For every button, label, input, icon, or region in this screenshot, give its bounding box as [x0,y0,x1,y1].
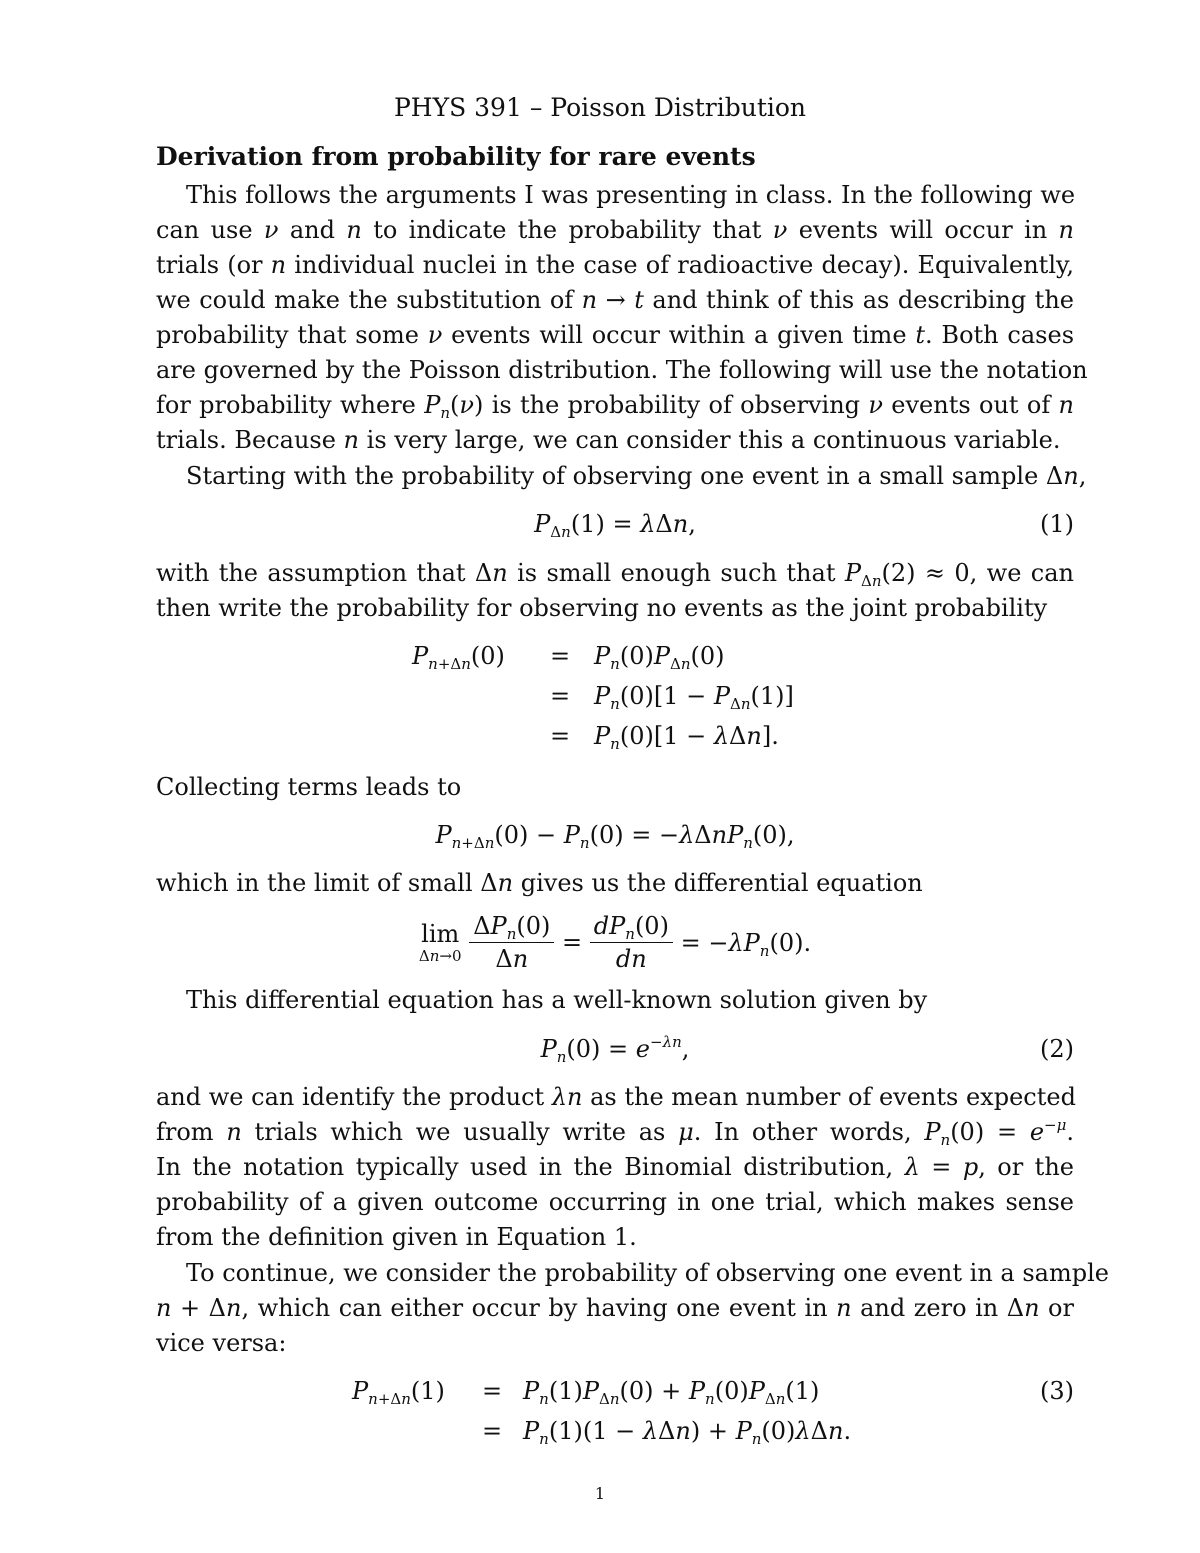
p7-line-5: from the definition given in Equation 1. [156,1223,637,1251]
eq3-eq-2: = [482,1417,503,1445]
p2-line-1: Starting with the probability of observing one event in a small sample Δn, [186,462,1087,490]
p4-line-1: Collecting terms leads to [156,773,462,801]
p7-line-4: probability of a given outcome occurring in one trial, which makes sense [156,1188,1074,1216]
p1-line-1: This follows the arguments I was presenting in class. In the following we [186,181,1076,209]
p6-line-1: This differential equation has a well-known solution given by [186,986,928,1014]
equation-1-label: (1) [1040,510,1074,538]
p3-line-2: then write the probability for observing no events as the joint probability [156,594,1048,622]
joint-eq-3: = [550,722,571,750]
section-heading: Derivation from probability for rare events [156,142,756,171]
eq3-lhs: $P_{n+\Delta n}(1)$ [352,1377,445,1408]
equation-2: $P_n(0) = e^{-\lambda n}$, [540,1033,690,1066]
p1-line-8: trials. Because n is very large, we can consider this a continuous variable. [156,426,1061,454]
collected-terms-equation: $P_{n+\Delta n}(0) - P_n(0) = -\lambda\Delta nP_n(0)$, [435,821,795,852]
page-number: 1 [594,1484,606,1503]
p5-line-1: which in the limit of small Δn gives us the differential equation [156,869,923,897]
p8-line-1: To continue, we consider the probability of observing one event in a sample [186,1259,1109,1287]
joint-eq-2: = [550,682,571,710]
p1-line-5: probability that some ν events will occur within a given time t. Both cases [156,321,1075,349]
p7-line-3: In the notation typically used in the Binomial distribution, λ = p, or the [156,1153,1074,1181]
p8-line-3: vice versa: [156,1329,287,1357]
equation-3-label: (3) [1040,1377,1074,1405]
p1-line-2: can use ν and n to indicate the probability that ν events will occur in n [156,216,1074,244]
p1-line-4: we could make the substitution of n → t and think of this as describing the [156,286,1074,314]
equation-2-label: (2) [1040,1035,1074,1063]
p1-line-3: trials (or n individual nuclei in the case of radioactive decay). Equivalently, [156,251,1075,279]
eq3-eq-1: = [482,1377,503,1405]
p1-line-6: are governed by the Poisson distribution. The following will use the notation [156,356,1088,384]
p3-line-1: with the assumption that Δn is small enough such that $P_{\Delta n}(2) \approx 0$, we can [156,559,1074,590]
differential-equation: lim Δn→0 $\frac{\Delta P_n(0)}{\Delta n}$ = $\frac{dP_n(0)}{dn}$ = $-\lambda P_n(0)$. [418,912,812,973]
equation-1: $P_{\Delta n}(1) = \lambda\Delta n$, [534,510,696,541]
p8-line-2: n + Δn, which can either occur by having one event in n and zero in Δn or [156,1294,1074,1322]
p7-line-2: from n trials which we usually write as μ. In other words, $P_n(0) = e^{-\mu}$. [156,1116,1074,1149]
eq3-rhs-1: $P_n(1)P_{\Delta n}(0) + P_n(0)P_{\Delta n}(1)$ [523,1377,820,1408]
p1-line-7: for probability where $P_n(\nu)$ is the probability of observing ν events out of n [156,391,1075,422]
page-title: PHYS 391 – Poisson Distribution [393,93,807,122]
eq3-rhs-2: $P_n(1)(1 - \lambda\Delta n) + P_n(0)\lambda\Delta n$. [523,1417,852,1448]
joint-rhs-3: $P_n(0)[1 - \lambda\Delta n]$. [594,722,779,753]
joint-rhs-2: $P_n(0)[1 - P_{\Delta n}(1)]$ [594,682,794,713]
joint-eq-1: = [550,642,571,670]
joint-rhs-1: $P_n(0)P_{\Delta n}(0)$ [594,642,725,673]
p7-line-1: and we can identify the product λn as the mean number of events expected [156,1083,1076,1111]
joint-lhs: $P_{n+\Delta n}(0)$ [412,642,505,673]
